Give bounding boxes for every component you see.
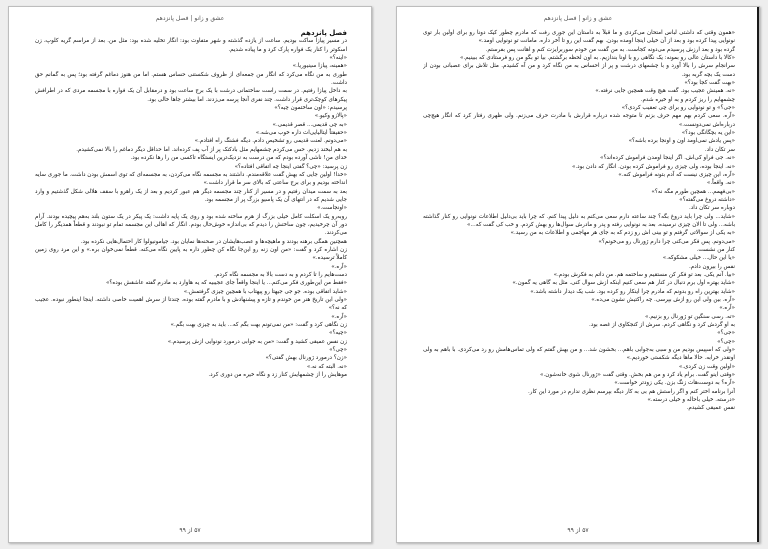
paragraph: «به چی قدیمی... قصر قدیمی.» bbox=[272, 121, 347, 128]
paragraph: «شاید بهترین راه رو بدونم که مادرم چرا اینکار رو کرده بود. شب یک دیدار داشته باشد.» bbox=[530, 288, 735, 295]
paragraph: «بهت گفت کجا بود؟» bbox=[684, 80, 735, 87]
paragraph: «آره.» bbox=[719, 305, 735, 312]
paragraph: «پس یادش نمی‌اومد اون و اونجا برده باشه؟» bbox=[628, 138, 735, 145]
paragraph: سر تکان داد. bbox=[704, 146, 735, 153]
paragraph: گرده بود و بعد ارزش پرسیدم می‌دونه کجاست. به من گفت من خودم سوربرایزت کنم و اهانت پس بفرستم. bbox=[485, 46, 735, 53]
paragraph: «آره.» bbox=[331, 313, 347, 320]
paragraph: به هم لبخند زدیم. حس می‌کردم چشمهایم مثل بادکنک پر از آب پف کرده‌اند. اما حداقل دیگر دماغم را بالا نمی‌کشیدم. bbox=[76, 146, 347, 153]
paragraph: «همینه، پیازا سینیوریا.» bbox=[292, 63, 347, 70]
paragraph: «حقیقتاً ایتالیایی‌ات داره خوب می‌شه.» bbox=[255, 130, 347, 137]
paragraph: «جی؟» و تو نونوایی رو برای چی تعقیب کردی؟» bbox=[621, 105, 735, 112]
paragraph: زن نگاهی کرد و گفت: «من نمی‌تونم بهت بگم که... باید به چیزی بهت بگم.» bbox=[170, 322, 347, 329]
right-page bbox=[396, 6, 760, 543]
paragraph: «بی‌فهمم... همچین طورم مگه نه؟» bbox=[651, 188, 735, 195]
paragraph: «اولین وقت زن کردی.» bbox=[678, 363, 735, 370]
paragraph: «شاید... ولی چرا باید دروغ بگه؟ چند ساعته دارم سعی می‌کنم به دلیل پیدا کنم. که چرا باید بی‌دلیل اطلاعات نونوایی رو کنار گذاشته باشه... ولی تا الان چیزی نرسیده. بعد به نونوایی رفته و پدر و مادرش سوال‌ها رو بهش کردم. و خب کی گفت که...» bbox=[423, 213, 735, 228]
page-header: عشق و زانو | فصل پانزدهم bbox=[155, 15, 225, 22]
paragraph: «اینه؟» bbox=[329, 55, 347, 62]
paragraph: «ته. رسی سنگین تو ژورنال رو بزنیم.» bbox=[645, 313, 735, 320]
paragraph: طوری به من نگاه می‌کرد که انگار من جمعه‌ای از ظروف شکستنی حساس هستم. اما من هنوز دماغم گرفته بود؛ پس به گمانم حق داشت. bbox=[35, 71, 347, 87]
paragraph: «آره. سعی کردم بهم مهم حرف بزنم تا متوجه شده درباره قرارش با مادرت حرف می‌زنم. ولی ظهری رفتار کرد که انگار هیچ‌چی درباره‌اش نمی‌دونست.» bbox=[423, 113, 735, 128]
left-page bbox=[8, 6, 372, 543]
paragraph: پرسیدم: «اون ساختمون چیه؟» bbox=[274, 105, 347, 112]
paragraph: «فقط من این‌طوری فکر می‌کنم... یا اینجا واقعاً جای عجیبیه که یه هاوارد به مادرم گفته عاشقش بوده؟» bbox=[105, 280, 347, 287]
paragraph: زن نفس عمیقی کشید و گفت: «من به جوابی درمورد نونوایی ازش پرسیدم.» bbox=[167, 338, 347, 345]
page-body bbox=[35, 29, 347, 520]
paragraph: «وقتی اینو گفت. برام یاد کرد و من هم بخش. وقتی گفت «ژورنال شوی خانه‌شون.» bbox=[540, 372, 735, 379]
paragraph: همچنین همگی برهنه بودند و ماهیچه‌ها و عصب‌هایشان در صحنه‌ها نمایان بود. جیامونیولوا کار احتمال‌هایی نکرده بود. bbox=[80, 238, 347, 245]
paragraph: «نه. همینش عجیب بود. گفت هیچ وقت همچین جایی نرفته.» bbox=[595, 88, 735, 95]
page-number: ۵۷ از ۹۹ bbox=[179, 527, 201, 534]
paragraph: «نه. البته که نه.» bbox=[306, 363, 347, 370]
paragraph: زن اشاره کرد و گفت: «من اون زنه رو این‌جا نگاه کن چطور داره به پایین نگاه می‌کنه. قطعاً نمی‌خوان بره.» و این مرد روی زمین کاملاً ترسیده.» bbox=[35, 246, 347, 262]
page-number: ۵۷ از ۹۹ bbox=[567, 527, 589, 534]
paragraph: «چی؟» bbox=[717, 338, 735, 345]
paragraph: «آره، این چیزی نیست که آدم بتونه فراموش کنه.» bbox=[618, 171, 735, 178]
paragraph: «چیه؟» bbox=[329, 330, 347, 337]
paragraph: «آره. بین ولی این رو ازش بپرسی. چه راکتیش نشون می‌ده.» bbox=[591, 297, 735, 303]
paragraph: «ولی که اسپیس بودیم من و سبی به‌جوابی باهم... بخشون شد... و من بهش گفتم که ولی تماس‌هامش رو رد می‌کردی. با باهم به ولی اونقدر خرابه. حالا ماها دیگه شکستی خوردیم.» bbox=[423, 347, 735, 362]
paragraph: روبه‌رو یک اسکلت کامل خیلی بزرگ از هرم ساخته شده بود و روی یک پایه داشت: یک پیکر در یک ستون بلند به‌هم پیچیده بودند. آرام دور آن چرخیدیم، چون ساختش را دیدم که بی‌اندازه خوش‌حال بودم. انگار که اهالی این مجسمه تمام تو نبودند و قطعاً همدیگر را کامل می‌کردند. bbox=[35, 213, 347, 237]
paragraph: «آره؟ به دوست‌هات زنگ بزن. یکی زودتر خواست.» bbox=[614, 380, 735, 387]
paragraph: «خدا! اولین جایی که بهش گفت علاقه‌مندم. داشتند به مجسمه نگاه می‌کردن، به مجسمه‌ای که توی اسمش بودن داشت. ما جوری سایه انداخته بودیم و برای برج ساعتی که بالای سر ما قرار داشت.» bbox=[35, 171, 347, 187]
page-body bbox=[423, 29, 735, 520]
chapter-title: فصل پانزدهم bbox=[300, 29, 347, 37]
paragraph: کنار من نشست. bbox=[696, 246, 735, 253]
paragraph: دست‌هایم را تا کردم و به دست بالا به مجسمه نگاه کردم. bbox=[214, 271, 347, 278]
paragraph: «داشته دروغ می‌گفته؟» bbox=[679, 196, 735, 203]
paragraph: «آره.» bbox=[331, 263, 347, 270]
paragraph: «درسته. خیلی باحاله و خیلی درسته.» bbox=[647, 397, 735, 404]
paragraph: «همون وقتی که داشتی لباس امتحان می‌کردی و ما قبلاً به داستان این جوری رفت که مادرم چطور کیک دونا رو برای اولین بار توی نونوایی پیدا کرده بود و بعد از آن خیلی اینجا اومده بودن. بهم گفت این رو تا آخر داره. مامانت تو نونوایی اومد.» bbox=[423, 30, 735, 45]
paragraph: «می‌دونم. لعنت قدیمی رو تشخیص دادم. دیگه فشنگ راه افتادم.» bbox=[194, 138, 347, 145]
paragraph: به او گردش کرد و نگاهی کردم. سرش از کنجکاوی از غصه بود. bbox=[588, 322, 735, 329]
paragraph: «یا این حال... خیلی مشکوکه.» bbox=[662, 255, 735, 262]
paragraph: «چی؟» bbox=[329, 347, 347, 354]
paragraph: «اونجاست.» bbox=[317, 205, 347, 212]
paragraph: به داخل پیازا رفتیم. در سمت راست ساختمانی درشت با یک برج ساعت بود و درمقابل آن یک فواره با مجسمه مردی که در اطرافش پیکرهای کوچک‌تری قرار داشت. چند نفری آنجا پرسه می‌زدند. اما بیشتر جاها خالی بود. bbox=[35, 88, 347, 103]
paragraph: «می‌دونم. پس فکر می‌کنی چرا دارم ژورنال رو می‌خونم؟» bbox=[598, 238, 735, 245]
paragraph: سرانجام سرش را بالا آورد و با چشمهای درشت و پر از احساس به من نگاه کرد و من آه کشیدم. مثل تلاش برای عصبانی بودن از دست یک بچه گربه بود. bbox=[423, 63, 735, 78]
paragraph: «نه. اینجا بوده، ولی چیزی رو فراموش کرده بودن. انگار که دادن بود.» bbox=[571, 163, 735, 170]
paragraph: «شاید اتفاقی بوده. جو جی جیهتا رو پیهتاب با همچین چیزی گرفتمش.» bbox=[183, 288, 347, 295]
paragraph: زن پرسید: «چی؟ گفتی اینجا چه اتفاقی افتاده؟» bbox=[234, 163, 347, 170]
paragraph: در مسیر پیازا ساکت بودیم. ساعت از یازده گذشته و شهر متفاوت بود: انگار تخلیه شده بود: مثل من. بعد از مراسم گریه کلوپ، زن اسکوتر را کنار یک فواره پارک کرد و ما پیاده شدیم. bbox=[35, 38, 347, 53]
paragraph: آنرا برنامه اختر کنم و اگر راستش هم بی به کار دیگه بپرسم نظری ندارم در مورد این کار. bbox=[528, 388, 735, 395]
paragraph: نفس عمیقی کشیدم. bbox=[686, 405, 735, 412]
paragraph: خدای من! ناشی آورده بودم که من درست به نزدیک‌ترین ایستگاه تاکسی من را رها نکرده بود. bbox=[130, 155, 347, 162]
paragraph: «شاید بهتره اول برم دنبال در کنار هم سعی کنیم اینکه ازش سوال کنی. مثل به گاهی یه گمون.» bbox=[512, 280, 735, 287]
paragraph: «به یکی از سوالاتی گرفتم و تو بینی اش رو زدم که به جای هر مهاجمی و اطلاعات به من رسید.» bbox=[510, 230, 735, 237]
paragraph: «زن؟ درمورد ژورنال بهش گفتی؟» bbox=[265, 355, 347, 362]
paragraph: نفس را بیرون دادم. bbox=[688, 263, 735, 270]
paragraph: دوباره سر تکان داد. bbox=[689, 205, 735, 212]
paragraph: چشمهایم را ریز کردم و به او خیره شدم. bbox=[640, 96, 735, 103]
paragraph: موهایش را از چشمهایش کنار زد و نگاه خیره من دوری کرد. bbox=[208, 372, 347, 379]
paragraph: «این یه بچگانگی بود؟» bbox=[681, 130, 735, 137]
paragraph: «بیا. آنم یکی. بعد تو فکر کن مستقیم و ساختمه هم. من داتم به فکرش بودم.» bbox=[553, 271, 735, 278]
paragraph: «نه. واقعاً.» bbox=[706, 180, 735, 187]
paragraph: «نه. جی فراو کی‌اش. اگر اینجا اومدن فراموش کرده‌اند؟» bbox=[600, 155, 735, 162]
paragraph: «جی؟» bbox=[717, 330, 735, 337]
paragraph: «پالازو وکیو.» bbox=[314, 113, 347, 120]
paragraph: بعد به سمت میدان رفتیم و در مسیر از کنار چند مجسمه دیگر هم عبور کردیم و بعد از یک راهرو با سقف هلالی شکل گذشتیم و وارد جایی شدیم که در انتهای آن یک پاسیو بزرگ پر از مجسمه بود. bbox=[35, 188, 347, 203]
page-header: عشق و زانو | فصل پانزدهم bbox=[543, 15, 613, 22]
paragraph: «کالا با داستان عالی رو بمونه: یک نگاهی رو با اونا بندازیم. به اون لحظه برگشتم. بیا تو بگو من رو فرستادی که ببینیم.» bbox=[459, 55, 735, 62]
paragraph: «ولی این تاریخ هنر من خوندم و تازه و پیشنهادش و با مادرم گفته بوده. چندتا از سرش اهمیت خاصی داشته. اینجا اینطور نبوده. عجیب که نه؟» bbox=[35, 297, 347, 312]
